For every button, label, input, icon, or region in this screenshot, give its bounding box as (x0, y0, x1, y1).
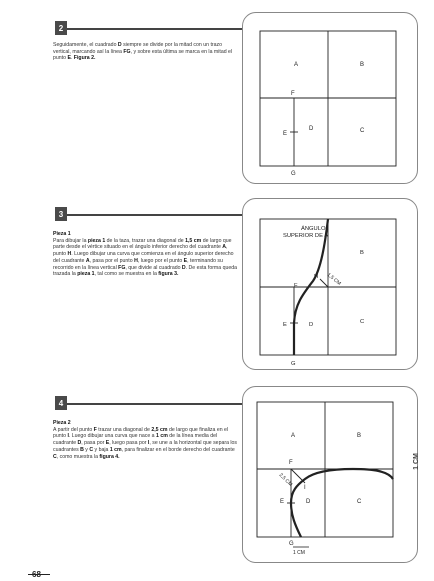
text-run: , punto (53, 244, 228, 258)
label-G: G (289, 541, 294, 547)
text-run: , para finalizar en el borde derecho del cuadrante (121, 446, 235, 453)
text-run: de la línea media del cuadrante (53, 433, 218, 447)
bold-text-run: figura 4. (99, 453, 120, 460)
label-F: F (291, 91, 295, 97)
bold-text-run: C (53, 453, 57, 460)
text-run: de la taza, trazar una diagonal de (105, 237, 186, 244)
step-rule (67, 403, 242, 405)
step-paragraph (53, 42, 240, 62)
bold-text-run: B (80, 446, 84, 453)
label-A: A (291, 433, 296, 439)
label-C: C (357, 499, 362, 505)
text-run: . Luego dibujar una curva que nace a (68, 433, 156, 440)
step-body (53, 238, 240, 278)
bold-text-run: D (181, 264, 186, 271)
step-paragraph (53, 231, 240, 278)
step-body (53, 427, 240, 461)
step-number-badge: 3 (55, 207, 67, 221)
bold-text-run: pieza 1 (87, 237, 106, 244)
label-A: A (294, 62, 299, 68)
bold-text-run: C (89, 446, 94, 453)
figure-2 (243, 13, 417, 183)
bold-text-run: I (147, 440, 150, 447)
bold-text-run: A (85, 257, 90, 264)
bold-text-run: H (67, 251, 72, 258)
text-run: , terminando su recorrido en la línea vertical (53, 257, 223, 271)
bold-text-run: FG (118, 264, 126, 271)
angle-label-2: SUPERIOR DE A (283, 233, 329, 239)
step-rule (67, 214, 245, 216)
text-run: siempre se divide por la mitad con un trazo vertical, marcando así la línea (53, 42, 222, 55)
text-run: , pasa por (81, 440, 106, 447)
label-D: D (306, 499, 311, 505)
text-run: , se une a la horizontal que separa los cuadrantes (53, 440, 238, 453)
text-run: . De esta forma queda trazada la (53, 264, 237, 278)
bold-text-run: A (222, 244, 227, 251)
text-run: , como muestra la (56, 453, 100, 460)
label-B: B (360, 250, 364, 256)
step-paragraph (53, 420, 240, 460)
label-H: H (314, 274, 319, 280)
bold-text-run: 1,5 cm (185, 237, 202, 244)
text-run: de largo que finaliza en el punto (53, 426, 229, 440)
step-number-badge: 2 (55, 21, 67, 35)
piece-heading: Pieza 1 (53, 231, 71, 237)
measure-diag-label: 2,5 CM (277, 472, 294, 488)
step-rule (67, 28, 245, 30)
label-E: E (280, 499, 285, 505)
text-run: , pasa por el punto (89, 257, 135, 264)
bold-text-run: D (77, 440, 82, 447)
bold-text-run: H (134, 257, 138, 264)
measure-bottom-label: 1 CM (293, 550, 305, 556)
label-B: B (357, 433, 362, 439)
bold-text-run: E (183, 257, 188, 264)
label-D: D (309, 322, 314, 328)
figure-3-panel (242, 198, 418, 370)
label-C: C (360, 128, 365, 134)
text-run: y baja (93, 446, 110, 453)
text-run: de largo que parte desde el vértice situado en el ángulo inferior derecho del cuadrante (53, 237, 232, 251)
bold-text-run: E (105, 440, 110, 447)
side-measure-mark: 1 CM (412, 453, 420, 470)
text-run: . (70, 55, 74, 62)
figure-3 (243, 199, 417, 369)
label-D: D (309, 126, 314, 132)
piece-heading: Pieza 2 (53, 420, 71, 426)
text-run: Seguidamente, el cuadrado (53, 42, 118, 48)
label-E: E (283, 322, 287, 328)
text-run: . Luego dibujar una curva que comienza en el ángulo superior derecho del cuadrante (53, 251, 234, 264)
text-run: A partir del punto (53, 426, 94, 433)
bold-text-run: F (93, 426, 97, 433)
text-run: , que divide al cuadrado (125, 264, 182, 271)
angle-label-1: ÁNGULO (301, 226, 326, 232)
text-run: trazar una diagonal de (96, 426, 152, 433)
text-run: y (83, 446, 90, 453)
label-F: F (289, 460, 293, 466)
figure-4-panel (242, 386, 418, 563)
text-run: , y sobre esta última se marca en la mitad el punto (53, 48, 233, 62)
label-I: I (304, 485, 306, 491)
figure-2-panel (242, 12, 418, 184)
measure-label: 1,5 CM (325, 271, 342, 287)
label-B: B (360, 62, 365, 68)
figure-4 (243, 387, 417, 562)
text-run: , luego pasa por (109, 440, 148, 447)
bold-text-run: figura 3. (158, 271, 179, 278)
bold-text-run: pieza 1 (77, 271, 95, 278)
label-E: E (283, 131, 288, 137)
bold-text-run: 2,5 cm (151, 426, 168, 433)
page-number: 68 (32, 570, 41, 579)
bold-text-run: 1 cm (109, 446, 122, 453)
bold-text-run: 1 cm (156, 433, 168, 440)
text-run: , luego por el punto (137, 257, 184, 264)
step-number-badge: 4 (55, 396, 67, 410)
label-C: C (360, 319, 365, 325)
bold-text-run: FG (123, 48, 131, 55)
label-G: G (291, 171, 296, 177)
label-G: G (291, 361, 296, 367)
bold-text-run: E (67, 55, 71, 62)
text-run: Para dibujar la (53, 237, 88, 244)
bold-text-run: Figura 2. (73, 55, 96, 62)
text-run: , tal como se muestra en la (94, 271, 159, 278)
bold-text-run: I (67, 433, 69, 440)
label-F: F (294, 283, 298, 289)
bold-text-run: D (117, 42, 122, 48)
